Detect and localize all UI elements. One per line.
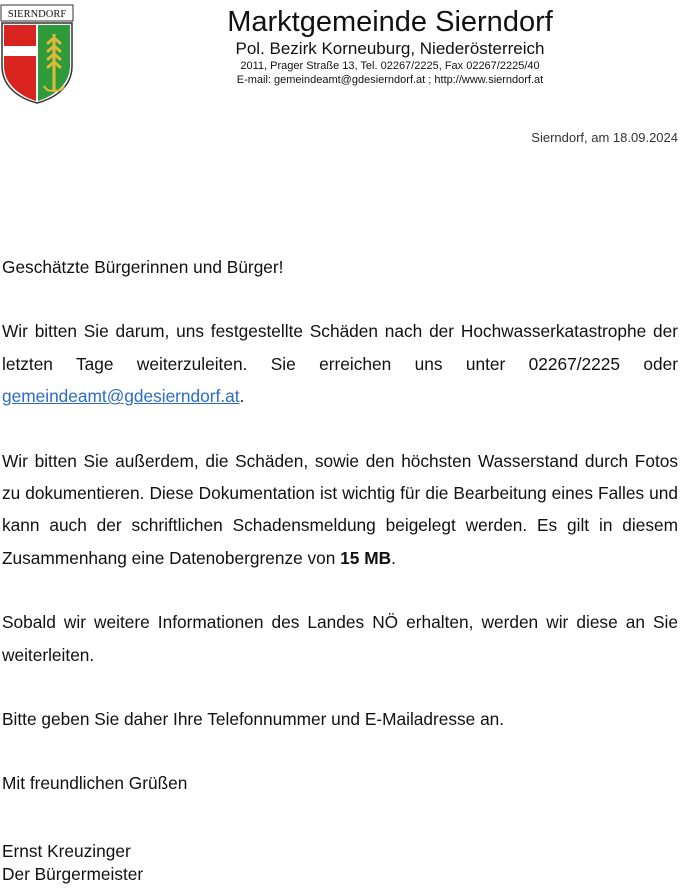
signature-block [2, 840, 143, 886]
paragraph-damage-report-text: Wir bitten Sie darum, uns festgestellte Schäden nach der Hochwasserkatastrophe der letzten Tage weiterzuleiten. Sie erreichen uns unter 02267/2225 oder [2, 321, 678, 374]
coat-of-arms-logo [0, 4, 74, 104]
paragraph-damage-report-end: . [239, 386, 245, 407]
email-link[interactable]: gemeindeamt@gdesierndorf.at [2, 386, 240, 407]
letterhead-subtitle: Pol. Bezirk Korneuburg, Niederösterreich [235, 39, 545, 58]
paragraph-photo-documentation [2, 445, 678, 575]
letterhead-contact: E-mail: gemeindeamt@gdesierndorf.at ; http://www.sierndorf.at [236, 74, 544, 86]
paragraph-photo-documentation-end: . [391, 547, 396, 568]
letterhead-address: 2011, Prager Straße 13, Tel. 02267/2225, Fax 02267/2225/40 [240, 60, 540, 72]
paragraph-contact-request: Bitte geben Sie daher Ihre Telefonnummer und E-Mailadresse an. [2, 709, 505, 730]
signatory-name: Ernst Kreuzinger [2, 841, 131, 861]
greeting: Geschätzte Bürgerinnen und Bürger! [2, 257, 284, 277]
data-limit: 15 MB [340, 547, 392, 568]
paragraph-further-information: Sobald wir weitere Informationen des Landes NÖ erhalten, werden wir diese an Sie weiterleiten. [2, 612, 678, 665]
coat-of-arms-icon [0, 4, 74, 104]
letterhead [175, 6, 605, 87]
paragraph-damage-report [2, 315, 678, 412]
letterhead-title: Marktgemeinde Sierndorf [227, 6, 553, 38]
closing: Mit freundlichen Grüßen [2, 773, 188, 794]
signatory-role: Der Bürgermeister [2, 864, 144, 884]
letter-body [2, 251, 678, 800]
paragraph-photo-documentation-text: Wir bitten Sie außerdem, die Schäden, sowie den höchsten Wasserstand durch Fotos zu dokumentieren. Diese Dokumentation ist wichtig für die Bearbeitung eines Falles und kann auch der schriftlichen Schadensmeldung beigelegt werden. Es gilt in diesem Zusammenhang eine Datenobergrenze von [2, 450, 678, 568]
crest-label: SIERNDORF [7, 9, 67, 20]
letter-date: Sierndorf, am 18.09.2024 [531, 130, 678, 145]
